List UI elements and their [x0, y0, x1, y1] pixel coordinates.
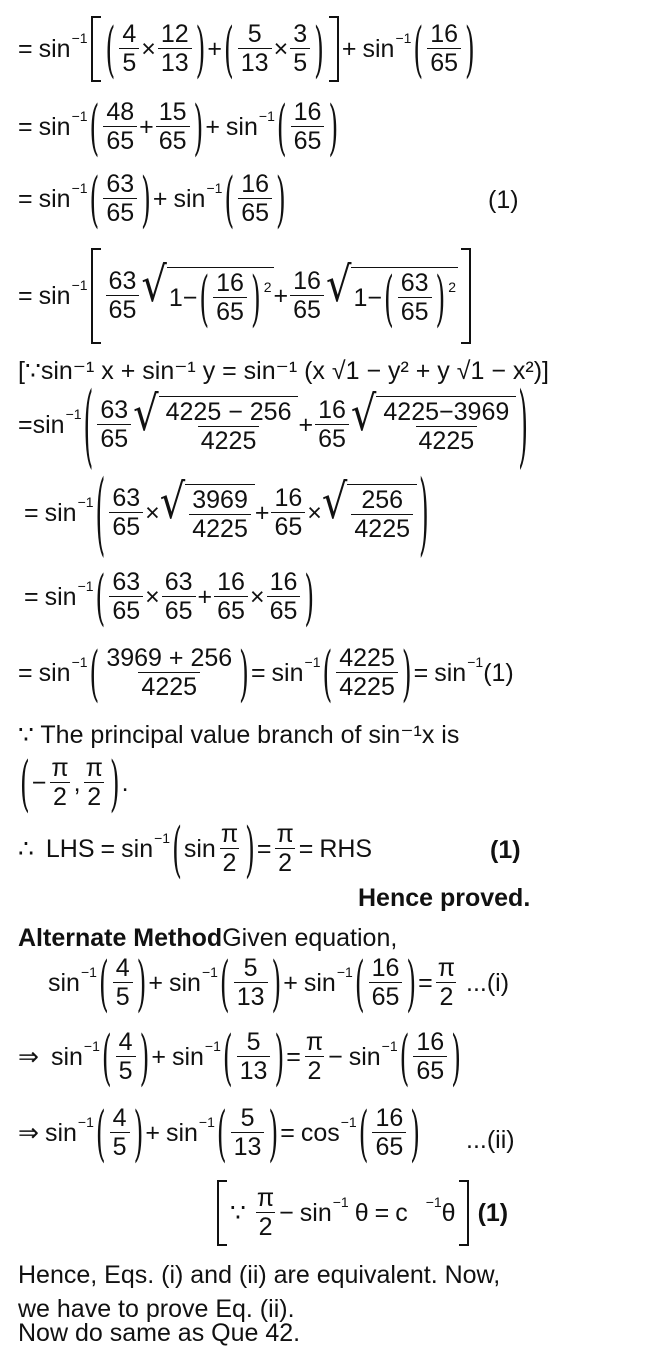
sin-fn: sin: [38, 34, 71, 63]
fraction: $\frac{15}{65}$: [156, 100, 190, 154]
fraction: $\frac{63}{65}$: [106, 269, 140, 323]
sqrt: √ 1 − ( $\frac{63}{65}$ ) 2: [325, 257, 457, 333]
fraction: $\frac{12}{13}$: [158, 22, 192, 76]
equation-ii: ⇒ sin −1 ( $\frac{4}{5}$ ) + sin −1 ( $\frac{5}{13}$ ) = cos −1 ( $\frac{16}{65}$ ): [18, 1098, 421, 1168]
fraction: $\frac{16}{65}$: [290, 269, 324, 323]
lhs-line: ∴ LHS = sin −1 ( sin $\frac{\pi}{2}$ ) = $\frac{\pi}{2}$ = RHS: [18, 814, 373, 884]
alternate-method-heading: Alternate Method Given equation,: [18, 924, 398, 952]
identity-line: [∵sin⁻¹ x + sin⁻¹ y = sin⁻¹ (x √1 − y² + y √1 − x²)]: [18, 357, 549, 385]
left-bracket: [91, 16, 101, 82]
step-line-3: = sin −1 ( $\frac{63}{65}$ ) + sin −1 ( $\frac{16}{65}$ ): [18, 164, 286, 234]
step-line-8: = sin −1 ( $\frac{63}{65}$ × $\frac{63}{65}$ + $\frac{16}{65}$ × $\frac{16}{65}$ ): [24, 562, 315, 632]
step-line-9: = sin −1 ( $\frac{3969 + 256}{4225}$ ) = sin −1 ( $\frac{4225}{4225}$ ) = sin −1 (1): [18, 638, 514, 708]
fraction: $\frac{48}{65}$: [103, 100, 137, 154]
sqrt: √ $\frac{4225-3969}{4225}$: [351, 396, 516, 454]
step-line-4: = sin −1 $\frac{63}{65}$ √ 1 − ( $\frac{16}{65}$ ) 2 + $\frac{16}{65}$ √ 1 − ( $\frac{63}{65}$ ) 2: [18, 248, 474, 344]
left-paren: (: [105, 14, 116, 84]
plus-sign: +: [341, 34, 357, 63]
step-marker: (1): [490, 836, 521, 864]
same-as-text: Now do same as Que 42.: [18, 1319, 301, 1347]
plus-sign: +: [207, 34, 223, 63]
equation-i: sin −1 ( $\frac{4}{5}$ ) + sin −1 ( $\frac{5}{13}$ ) + sin −1 ( $\frac{16}{65}$ ) = $\frac{\pi}{2}$ ...(i): [48, 948, 510, 1018]
fraction: $\frac{63}{65}$: [103, 172, 137, 226]
step-line-7: = sin −1 ( $\frac{63}{65}$ × √ $\frac{3969}{4225}$ + $\frac{16}{65}$ × √ $\frac{256}{4225}$ ): [24, 460, 429, 566]
fraction: $\frac{5}{13}$: [238, 22, 272, 76]
left-paren: (: [224, 14, 234, 84]
right-bracket: [329, 16, 339, 82]
sqrt: √ $\frac{256}{4225}$: [322, 484, 417, 542]
sqrt: √ $\frac{4225 - 256}{4225}$: [133, 396, 298, 454]
fraction: $\frac{4}{5}$: [119, 22, 139, 76]
step-line-2: = sin −1 ( $\frac{48}{65}$ + $\frac{15}{65}$ ) + sin −1 ( $\frac{16}{65}$ ): [18, 92, 339, 162]
fraction: $\frac{16}{65}$: [238, 172, 272, 226]
right-paren: ): [314, 14, 324, 84]
times-sign: ×: [273, 34, 289, 63]
principal-interval: ( − $\frac{\pi}{2}$ , $\frac{\pi}{2}$ ) .: [20, 748, 129, 818]
sqrt: √ 1 − ( $\frac{16}{65}$ ) 2: [141, 257, 272, 333]
step-line-6: = sin −1 ( $\frac{63}{65}$ √ $\frac{4225 - 256}{4225}$ + $\frac{16}{65}$ √ $\frac{4225-3969}{4225}$ ): [18, 372, 529, 478]
identity-bracket: ∵ $\frac{\pi}{2}$ − sin −1 θ = c −1 θ (1): [214, 1180, 508, 1246]
conclusion-text: Hence, Eqs. (i) and (ii) are equivalent. Now, we have to prove Eq. (ii).: [18, 1261, 501, 1323]
principal-line: ∵ The principal value branch of sin⁻¹x is: [18, 721, 460, 749]
sin-fn: sin: [362, 34, 395, 63]
fraction: $\frac{16}{65}$: [427, 22, 461, 76]
implies-line-1: ⇒ sin −1 ( $\frac{4}{5}$ ) + sin −1 ( $\frac{5}{13}$ ) = $\frac{\pi}{2}$ − sin −1 ( $\frac{16}{65}$ ): [18, 1022, 461, 1092]
hence-proved: Hence proved.: [358, 884, 531, 912]
fraction: $\frac{3}{5}$: [290, 22, 310, 76]
right-paren: ): [195, 14, 206, 84]
step-marker: (1): [488, 186, 519, 214]
equation-ii-label: ...(ii): [466, 1126, 515, 1154]
times-sign: ×: [141, 34, 156, 63]
inverse-exp: −1: [71, 30, 88, 46]
equals-sign: =: [18, 34, 33, 63]
step-line-1: = sin −1 ( $\frac{4}{5}$ × $\frac{12}{13}$ ) + ( $\frac{5}{13}$ × $\frac{3}{5}$ ) + sin −1 ( $\frac{16}{65}$ ): [18, 14, 475, 84]
sqrt: √ $\frac{3969}{4225}$: [160, 484, 255, 542]
fraction: $\frac{16}{65}$: [291, 100, 325, 154]
